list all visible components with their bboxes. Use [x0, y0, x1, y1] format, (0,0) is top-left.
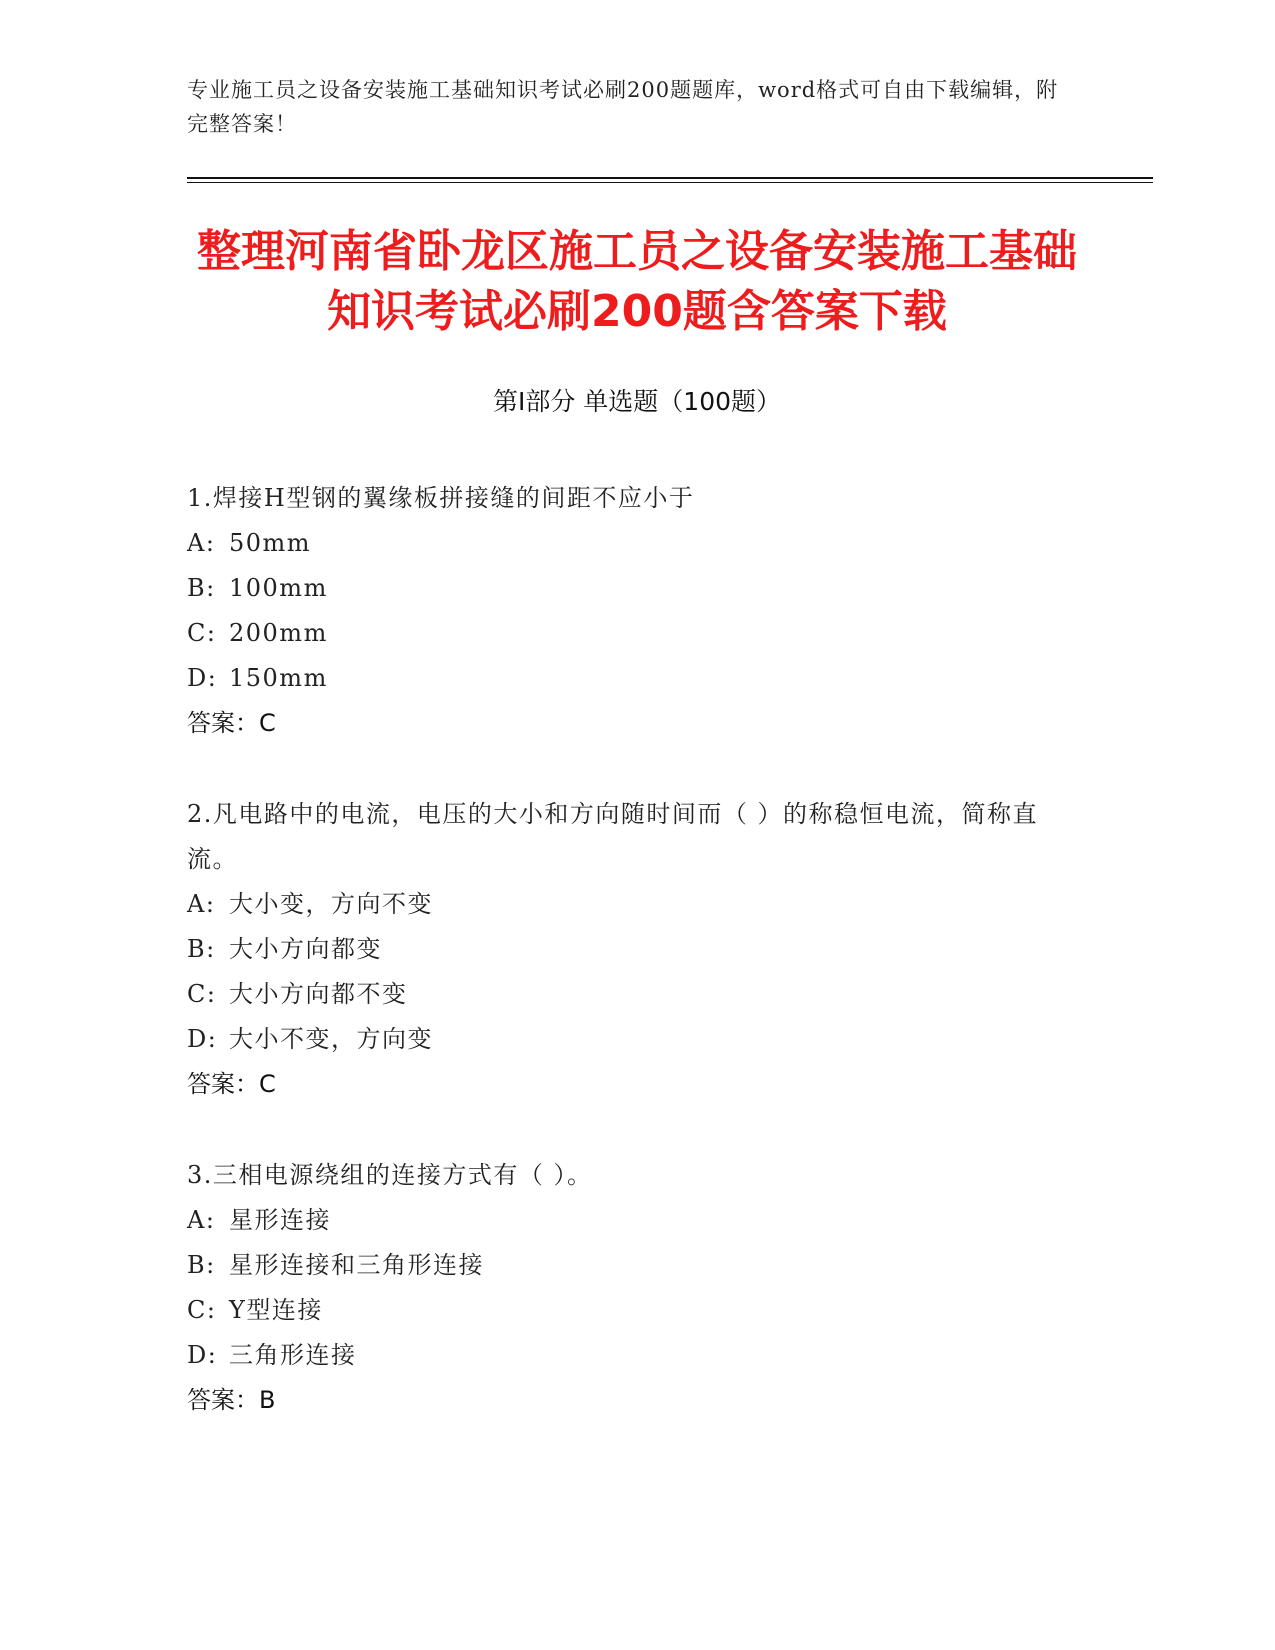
option-text: 200mm [229, 619, 328, 647]
option-letter: D: [187, 1341, 218, 1369]
option-c [187, 611, 1087, 656]
option-b [187, 927, 1087, 972]
question-3 [187, 1153, 1087, 1423]
option-letter: A: [187, 1206, 216, 1234]
option-letter: B: [187, 574, 216, 602]
option-c [187, 972, 1087, 1017]
answer: 答案：C [187, 1070, 276, 1098]
question-stem: 1.焊接H型钢的翼缘板拼接缝的间距不应小于 [187, 484, 695, 512]
option-letter: C: [187, 619, 217, 647]
option-a [187, 882, 1087, 927]
option-text: 大小方向都不变 [229, 980, 408, 1008]
option-text: 三角形连接 [229, 1341, 357, 1369]
option-a [187, 1198, 1087, 1243]
question-2 [187, 792, 1087, 1107]
option-letter: D: [187, 664, 218, 692]
option-letter: B: [187, 935, 216, 963]
option-letter: C: [187, 1296, 217, 1324]
question-list [187, 476, 1087, 1469]
answer: 答案：C [187, 709, 276, 737]
question-stem: 2.凡电路中的电流，电压的大小和方向随时间而（ ）的称稳恒电流，简称直流。 [187, 800, 1039, 873]
option-letter: C: [187, 980, 217, 1008]
option-letter: A: [187, 529, 216, 557]
header-note: 专业施工员之设备安装施工基础知识考试必刷200题题库，word格式可自由下载编辑，附完整答案！ [187, 78, 1059, 136]
option-c [187, 1288, 1087, 1333]
answer: 答案：B [187, 1386, 276, 1414]
option-b [187, 1243, 1087, 1288]
option-b [187, 566, 1087, 611]
option-a [187, 521, 1087, 566]
option-text: 大小变，方向不变 [229, 890, 433, 918]
option-text: 大小不变，方向变 [229, 1025, 433, 1053]
option-d [187, 656, 1087, 701]
header-rule-thin [187, 182, 1153, 183]
option-letter: D: [187, 1025, 218, 1053]
document-title: 整理河南省卧龙区施工员之设备安装施工基础知识考试必刷200题含答案下载 [197, 226, 1077, 337]
option-d [187, 1333, 1087, 1378]
question-1 [187, 476, 1087, 746]
question-stem: 3.三相电源绕组的连接方式有（ ）。 [187, 1161, 593, 1189]
option-letter: B: [187, 1251, 216, 1279]
option-letter: A: [187, 890, 216, 918]
section-title: 第Ⅰ部分 单选题（100题） [492, 387, 782, 416]
option-text: Y型连接 [229, 1296, 323, 1324]
option-d [187, 1017, 1087, 1062]
option-text: 大小方向都变 [229, 935, 382, 963]
option-text: 星形连接和三角形连接 [229, 1251, 484, 1279]
option-text: 星形连接 [229, 1206, 331, 1234]
option-text: 100mm [229, 574, 328, 602]
option-text: 50mm [229, 529, 312, 557]
header-rule-thick [187, 177, 1153, 179]
option-text: 150mm [229, 664, 328, 692]
